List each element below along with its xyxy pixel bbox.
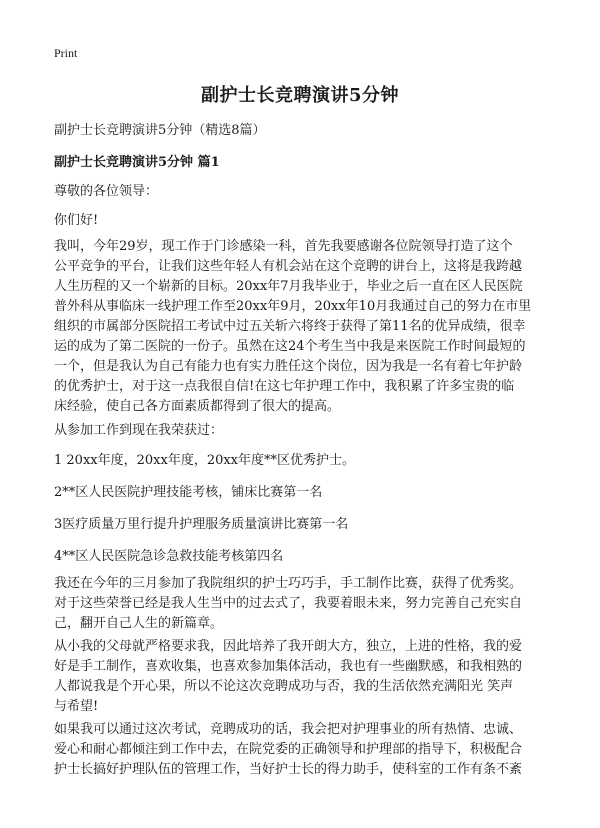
greeting: 你们好! — [54, 213, 99, 228]
paragraph-line: 己，翻开自己人生的新篇章。 — [54, 616, 224, 631]
paragraph-line: 对于这些荣誉已经是我人生当中的过去式了，我要着眼未来，努力完善自己充实自 — [54, 596, 523, 611]
paragraph-line: 护士长搞好护理队伍的管理工作，当好护士长的得力助手，使科室的工作有条不紊 — [54, 762, 523, 777]
paragraph-line: 一个，但是我认为自己有能力也有实力胜任这个岗位，因为我是一名有着七年护龄 — [54, 359, 523, 374]
paragraph-personality — [54, 637, 548, 717]
paragraph-line: 与希望! — [54, 699, 99, 714]
paragraph-line: 公平竞争的平台，让我们这些年轻人有机会站在这个竞聘的讲台上，这将是我跨越 — [54, 259, 523, 274]
paragraph-line: 组织的市属部分医院招工考试中过五关斩六将终于获得了第11名的优异成绩，很幸 — [54, 319, 526, 334]
paragraph-line: 人都说我是个开心果，所以不论这次竞聘成功与否，我的生活依然充满阳光 笑声 — [54, 679, 514, 694]
paragraph-introduction — [54, 237, 548, 417]
honor-item: 4**区人民医院急诊急救技能考核第四名 — [54, 549, 284, 564]
paragraph-line: 运的成为了第二医院的一份子。虽然在这24个考生当中我是来医院工作时间最短的 — [54, 339, 526, 354]
paragraph-line: 好是手工制作，喜欢收集，也喜欢参加集体活动，我也有一些幽默感，和我相熟的 — [54, 659, 523, 674]
salutation: 尊敬的各位领导： — [54, 184, 159, 199]
paragraph-line: 从小我的父母就严格要求我，因此培养了我开朗大方，独立，上进的性格，我的爱 — [54, 639, 523, 654]
paragraph-line: 人生历程的又一个崭新的目标。20xx年7月我毕业于，毕业之后一直在区人民医院 — [54, 279, 523, 294]
paragraph-line: 爱心和耐心都倾注到工作中去，在院党委的正确领导和护理部的指导下，积极配合 — [54, 742, 523, 757]
print-label: Print — [54, 46, 78, 60]
honor-item: 3医疗质量万里行提升护理服务质量演讲比赛第一名 — [54, 517, 349, 532]
paragraph-line: 床经验，使自己各方面素质都得到了很大的提高。 — [54, 399, 341, 414]
honor-item: 1 20xx年度，20xx年度，20xx年度**区优秀护士。 — [54, 453, 356, 468]
document-subtitle: 副护士长竞聘演讲5分钟（精选8篇） — [54, 123, 266, 138]
paragraph-line: 我叫，今年29岁，现工作于门诊感染一科，首先我要感谢各位院领导打造了这个 — [54, 239, 513, 254]
paragraph-line: 我还在今年的三月参加了我院组织的护士巧巧手，手工制作比赛，获得了优秀奖。 — [54, 576, 523, 591]
paragraph-awards — [54, 574, 548, 634]
paragraph-line: 如果我可以通过这次考试，竞聘成功的话，我会把对护理事业的所有热情、忠诚、 — [54, 722, 523, 737]
page-title: 副护士长竞聘演讲5分钟 — [200, 85, 400, 106]
paragraph-line: 普外科从事临床一线护理工作至20xx年9月，20xx年10月我通过自己的努力在市里 — [54, 299, 532, 314]
paragraph-commitment — [54, 720, 548, 780]
honors-intro: 从参加工作到现在我荣获过： — [54, 423, 224, 438]
section-heading: 副护士长竞聘演讲5分钟 篇1 — [54, 155, 220, 170]
paragraph-line: 的优秀护士，对于这一点我很自信!在这七年护理工作中，我积累了许多宝贵的临 — [54, 379, 515, 394]
honor-item: 2**区人民医院护理技能考核，铺床比赛第一名 — [54, 485, 323, 500]
